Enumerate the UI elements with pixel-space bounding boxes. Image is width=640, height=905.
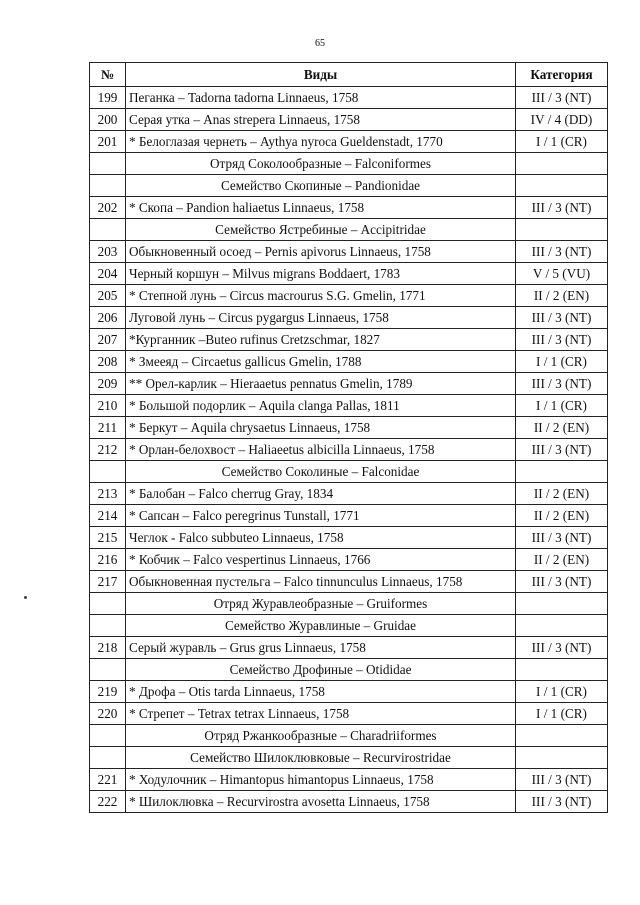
species-category: I / 1 (CR) (516, 681, 608, 703)
table-row (90, 307, 608, 329)
table-body (90, 87, 608, 813)
species-name: * Сапсан – Falco peregrinus Tunstall, 1771 (126, 505, 516, 527)
category-cell-empty (516, 615, 608, 637)
table-row (90, 197, 608, 219)
species-number: 211 (90, 417, 126, 439)
table-row (90, 351, 608, 373)
species-category: III / 3 (NT) (516, 571, 608, 593)
table-row (90, 703, 608, 725)
species-name: Чеглок - Falco subbuteo Linnaeus, 1758 (126, 527, 516, 549)
taxon-group-row (90, 725, 608, 747)
species-name: * Большой подорлик – Aquila clanga Pallas, 1811 (126, 395, 516, 417)
taxon-group-row (90, 153, 608, 175)
species-name: * Орлан-белохвост – Haliaeetus albicilla Linnaeus, 1758 (126, 439, 516, 461)
margin-mark (24, 596, 27, 599)
species-category: III / 3 (NT) (516, 329, 608, 351)
species-number: 202 (90, 197, 126, 219)
species-category: II / 2 (EN) (516, 417, 608, 439)
table-row (90, 329, 608, 351)
species-number: 200 (90, 109, 126, 131)
species-name: * Дрофа – Otis tarda Linnaeus, 1758 (126, 681, 516, 703)
species-category: III / 3 (NT) (516, 87, 608, 109)
species-category: I / 1 (CR) (516, 131, 608, 153)
species-name: Серая утка – Anas strepera Linnaeus, 1758 (126, 109, 516, 131)
species-number: 218 (90, 637, 126, 659)
species-number: 210 (90, 395, 126, 417)
species-category: III / 3 (NT) (516, 241, 608, 263)
species-category: II / 2 (EN) (516, 549, 608, 571)
table-row (90, 131, 608, 153)
species-name: * Степной лунь – Circus macrourus S.G. Gmelin, 1771 (126, 285, 516, 307)
category-cell-empty (516, 747, 608, 769)
species-category: III / 3 (NT) (516, 791, 608, 813)
species-name: * Балобан – Falco cherrug Gray, 1834 (126, 483, 516, 505)
species-category: III / 3 (NT) (516, 769, 608, 791)
header-number: № (90, 63, 126, 87)
category-cell-empty (516, 153, 608, 175)
species-category: I / 1 (CR) (516, 703, 608, 725)
table-row (90, 483, 608, 505)
taxon-group-row (90, 659, 608, 681)
category-cell-empty (516, 593, 608, 615)
table-row (90, 549, 608, 571)
table-row (90, 505, 608, 527)
taxon-group-name: Семейство Скопиные – Pandionidae (126, 175, 516, 197)
species-name: Черный коршун – Milvus migrans Boddaert, 1783 (126, 263, 516, 285)
species-name: Пеганка – Tadorna tadorna Linnaeus, 1758 (126, 87, 516, 109)
taxon-group-name: Семейство Соколиные – Falconidae (126, 461, 516, 483)
table-row (90, 571, 608, 593)
species-number: 222 (90, 791, 126, 813)
number-cell-empty (90, 153, 126, 175)
number-cell-empty (90, 593, 126, 615)
table-row (90, 241, 608, 263)
species-number: 206 (90, 307, 126, 329)
species-category: III / 3 (NT) (516, 637, 608, 659)
table-row (90, 87, 608, 109)
species-name: * Ходулочник – Himantopus himantopus Linnaeus, 1758 (126, 769, 516, 791)
number-cell-empty (90, 659, 126, 681)
species-category: II / 2 (EN) (516, 285, 608, 307)
species-number: 215 (90, 527, 126, 549)
species-category: I / 1 (CR) (516, 395, 608, 417)
species-name: ** Орел-карлик – Hieraaetus pennatus Gmelin, 1789 (126, 373, 516, 395)
number-cell-empty (90, 175, 126, 197)
taxon-group-row (90, 175, 608, 197)
table-row (90, 681, 608, 703)
species-name: * Скопа – Pandion haliaetus Linnaeus, 1758 (126, 197, 516, 219)
species-number: 207 (90, 329, 126, 351)
species-number: 199 (90, 87, 126, 109)
header-category: Категория (516, 63, 608, 87)
table-row (90, 439, 608, 461)
taxon-group-name: Семейство Журавлиные – Gruidae (126, 615, 516, 637)
species-number: 213 (90, 483, 126, 505)
species-number: 217 (90, 571, 126, 593)
species-category: V / 5 (VU) (516, 263, 608, 285)
table-row (90, 791, 608, 813)
species-name: *Курганник –Buteo rufinus Cretzschmar, 1827 (126, 329, 516, 351)
species-category: III / 3 (NT) (516, 197, 608, 219)
species-category: I / 1 (CR) (516, 351, 608, 373)
species-name: * Кобчик – Falco vespertinus Linnaeus, 1766 (126, 549, 516, 571)
species-number: 214 (90, 505, 126, 527)
taxon-group-name: Отряд Ржанкообразные – Charadriiformes (126, 725, 516, 747)
species-name: * Белоглазая чернеть – Aythya nyroca Gueldenstadt, 1770 (126, 131, 516, 153)
species-name: * Змееяд – Circaetus gallicus Gmelin, 1788 (126, 351, 516, 373)
table-row (90, 417, 608, 439)
species-number: 216 (90, 549, 126, 571)
table-row (90, 769, 608, 791)
table-row (90, 109, 608, 131)
table-row (90, 263, 608, 285)
taxon-group-row (90, 747, 608, 769)
species-category: III / 3 (NT) (516, 527, 608, 549)
species-number: 219 (90, 681, 126, 703)
species-number: 220 (90, 703, 126, 725)
species-category: II / 2 (EN) (516, 505, 608, 527)
category-cell-empty (516, 725, 608, 747)
species-number: 212 (90, 439, 126, 461)
species-number: 203 (90, 241, 126, 263)
species-name: * Шилоклювка – Recurvirostra avosetta Linnaeus, 1758 (126, 791, 516, 813)
number-cell-empty (90, 725, 126, 747)
species-category: III / 3 (NT) (516, 373, 608, 395)
table-row (90, 637, 608, 659)
header-species: Виды (126, 63, 516, 87)
category-cell-empty (516, 175, 608, 197)
species-number: 221 (90, 769, 126, 791)
category-cell-empty (516, 659, 608, 681)
number-cell-empty (90, 461, 126, 483)
species-category: III / 3 (NT) (516, 439, 608, 461)
species-name: Обыкновенная пустельга – Falco tinnunculus Linnaeus, 1758 (126, 571, 516, 593)
taxon-group-name: Отряд Соколообразные – Falconiformes (126, 153, 516, 175)
species-category: III / 3 (NT) (516, 307, 608, 329)
page-number: 65 (315, 38, 325, 49)
taxon-group-row (90, 615, 608, 637)
taxon-group-row (90, 461, 608, 483)
species-number: 208 (90, 351, 126, 373)
species-name: Луговой лунь – Circus pygargus Linnaeus, 1758 (126, 307, 516, 329)
species-number: 205 (90, 285, 126, 307)
species-category: II / 2 (EN) (516, 483, 608, 505)
table-header-row (90, 63, 608, 87)
table-row (90, 373, 608, 395)
species-table (89, 62, 608, 813)
species-number: 204 (90, 263, 126, 285)
number-cell-empty (90, 219, 126, 241)
species-name: Обыкновенный осоед – Pernis apivorus Linnaeus, 1758 (126, 241, 516, 263)
taxon-group-row (90, 593, 608, 615)
table-row (90, 285, 608, 307)
species-name: * Стрепет – Tetrax tetrax Linnaeus, 1758 (126, 703, 516, 725)
category-cell-empty (516, 461, 608, 483)
taxon-group-row (90, 219, 608, 241)
species-name: * Беркут – Aquila chrysaetus Linnaeus, 1758 (126, 417, 516, 439)
species-number: 201 (90, 131, 126, 153)
species-category: IV / 4 (DD) (516, 109, 608, 131)
number-cell-empty (90, 747, 126, 769)
species-number: 209 (90, 373, 126, 395)
category-cell-empty (516, 219, 608, 241)
number-cell-empty (90, 615, 126, 637)
taxon-group-name: Семейство Ястребиные – Accipitridae (126, 219, 516, 241)
table-row (90, 395, 608, 417)
taxon-group-name: Семейство Шилоклювковые – Recurvirostridae (126, 747, 516, 769)
table-row (90, 527, 608, 549)
species-name: Серый журавль – Grus grus Linnaeus, 1758 (126, 637, 516, 659)
taxon-group-name: Отряд Журавлеобразные – Gruiformes (126, 593, 516, 615)
taxon-group-name: Семейство Дрофиные – Otididae (126, 659, 516, 681)
